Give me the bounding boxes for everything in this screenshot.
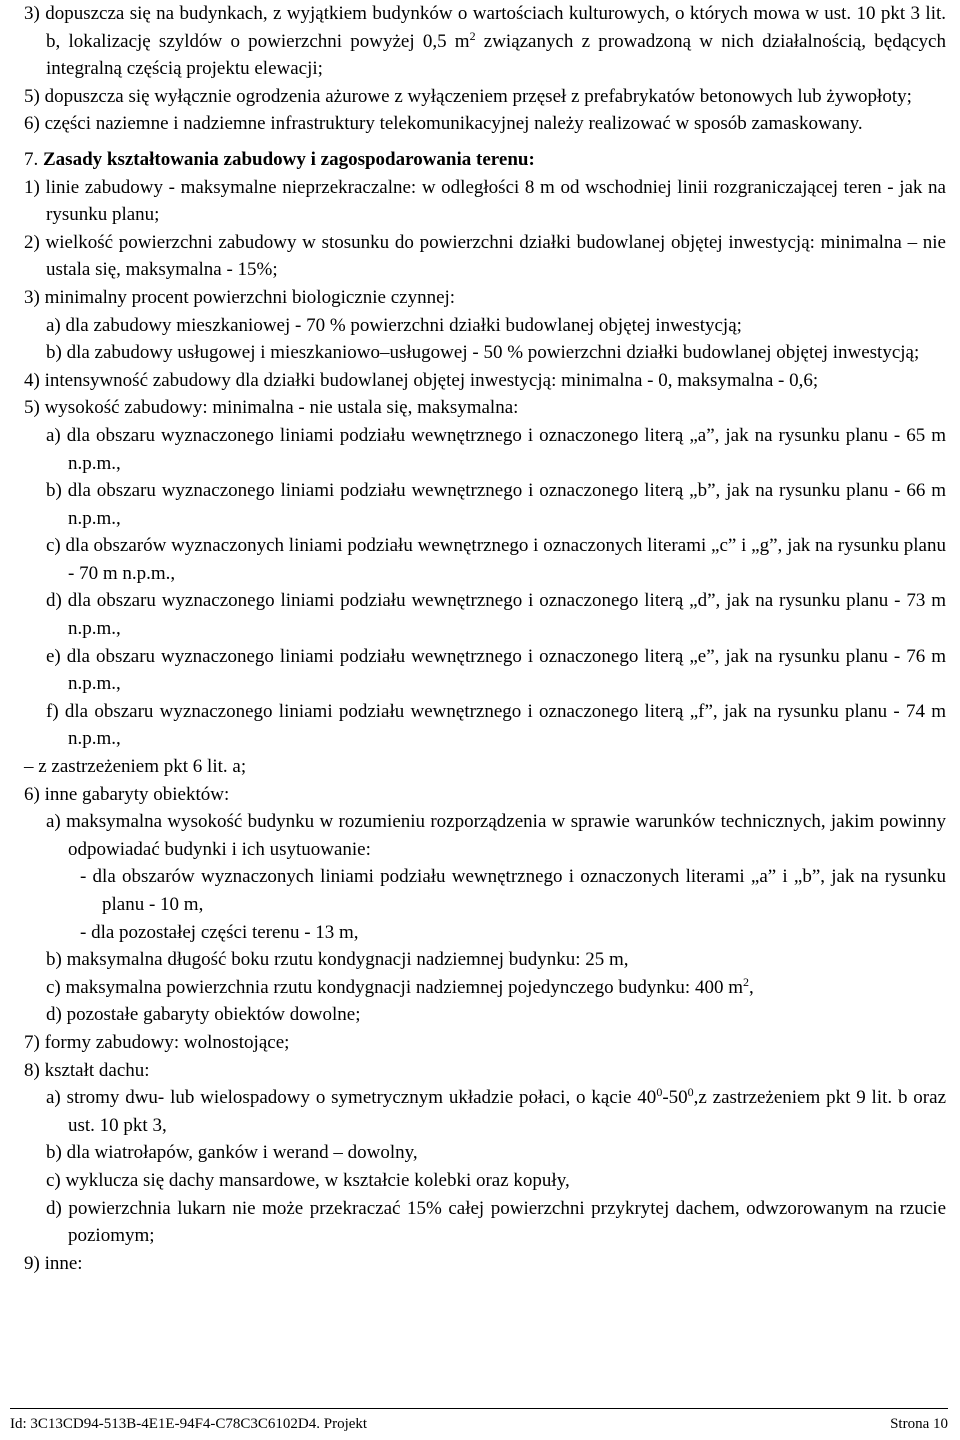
item-2: 2) wielkość powierzchni zabudowy w stosunku do powierzchni działki budowlanej objętej inwestycją: minimalna – nie ustala się, maksymalna - 15%;	[24, 231, 946, 281]
item-8d: d) powierzchnia lukarn nie może przekraczać 15% całej powierzchni przykrytej dachem, odwzorowanym na rzucie poziomym;	[46, 1197, 946, 1247]
document-body	[24, 0, 946, 1277]
degree-superscript: 0	[687, 1085, 694, 1100]
superscript: 2	[742, 974, 749, 989]
item-5-note: – z zastrzeżeniem pkt 6 lit. a;	[24, 756, 247, 778]
section-7-heading	[24, 146, 946, 174]
page-number: Strona 10	[890, 1416, 948, 1432]
item-4: 4) intensywność zabudowy dla działki budowlanej objętej inwestycją: minimalna - 0, maksymalna - 0,6;	[24, 369, 819, 391]
item-3a: a) dla zabudowy mieszkaniowej - 70 % powierzchni działki budowlanej objętej inwestycją;	[46, 314, 742, 336]
item-7: 7) formy zabudowy: wolnostojące;	[24, 1031, 290, 1053]
section-title: Zasady kształtowania zabudowy i zagospodarowania terenu:	[43, 148, 535, 170]
item-5c: c) dla obszarów wyznaczonych liniami podziału wewnętrznego i oznaczonych literami „c” i „g”, jak na rysunku planu - 70 m n.p.m.,	[46, 535, 946, 584]
item-5b: b) dla obszaru wyznaczonego liniami podziału wewnętrznego i oznaczonego literą „b”, jak na rysunku planu - 66 m n.p.m.,	[46, 480, 946, 529]
item-9: 9) inne:	[24, 1252, 83, 1274]
paragraph-3	[24, 0, 946, 83]
section-number: 7.	[24, 148, 43, 170]
item-8a-mid: -50	[662, 1087, 688, 1109]
paragraph-3-text-end: związanych z prowadzoną w nich działalnością, będących integralną częścią projektu elewacji;	[46, 30, 946, 80]
item-8a	[46, 1084, 946, 1139]
item-1: 1) linie zabudowy - maksymalne nieprzekraczalne: w odległości 8 m od wschodniej linii rozgraniczającej teren - jak na rysunku planu;	[24, 176, 946, 226]
item-5f: f) dla obszaru wyznaczonego liniami podziału wewnętrznego i oznaczonego literą „f”, jak na rysunku planu - 74 m n.p.m.,	[46, 700, 946, 750]
item-5e: e) dla obszaru wyznaczonego liniami podziału wewnętrznego i oznaczonego literą „e”, jak na rysunku planu - 76 m n.p.m.,	[46, 645, 946, 695]
degree-superscript: 0	[656, 1085, 663, 1100]
item-5: 5) wysokość zabudowy: minimalna - nie ustala się, maksymalna:	[24, 397, 519, 419]
item-8a-end: ,z zastrzeżeniem pkt 9 lit. b oraz ust. 10 pkt 3,	[68, 1087, 946, 1136]
item-6c-end: ,	[748, 976, 754, 998]
item-6b: b) maksymalna długość boku rzutu kondygnacji nadziemnej budynku: 25 m,	[46, 949, 629, 971]
item-8a-text: a) stromy dwu- lub wielospadowy o symetrycznym układzie połaci, o kącie 40	[46, 1087, 657, 1109]
item-6c	[46, 974, 946, 1002]
paragraph-6: 6) części naziemne i nadziemne infrastruktury telekomunikacyjnej należy realizować w sposób zamaskowany.	[24, 113, 863, 135]
item-3: 3) minimalny procent powierzchni biologicznie czynnej:	[24, 286, 456, 308]
page-footer	[10, 1408, 948, 1435]
item-6c-text: c) maksymalna powierzchnia rzutu kondygnacji nadziemnej pojedynczego budynku: 400 m	[46, 976, 743, 998]
item-6a-dash-2: - dla pozostałej części terenu - 13 m,	[80, 921, 359, 943]
item-6a-dash-1: - dla obszarów wyznaczonych liniami podziału wewnętrznego i oznaczonych literami „a” i „b”, jak na rysunku planu - 10 m,	[80, 866, 946, 915]
paragraph-5: 5) dopuszcza się wyłącznie ogrodzenia ażurowe z wyłączeniem przęseł z prefabrykatów betonowych lub żywopłoty;	[24, 85, 912, 107]
paragraph-3-text: 3) dopuszcza się na budynkach, z wyjątkiem budynków o wartościach kulturowych, o których mowa w ust. 10 pkt 3 lit. b, lokalizację szyldów o powierzchni powyżej 0,5 m	[24, 3, 946, 52]
item-3b: b) dla zabudowy usługowej i mieszkaniowo–usługowej - 50 % powierzchni działki budowlanej objętej inwestycją;	[46, 342, 920, 364]
item-8: 8) kształt dachu:	[24, 1059, 150, 1081]
item-8c: c) wyklucza się dachy mansardowe, w kształcie kolebki oraz kopuły,	[46, 1169, 570, 1191]
document-id: Id: 3C13CD94-513B-4E1E-94F4-C78C3C6102D4. Projekt	[10, 1416, 368, 1432]
item-6a: a) maksymalna wysokość budynku w rozumieniu rozporządzenia w sprawie warunków technicznych, jakim powinny odpowiadać budynki i ich usytuowanie:	[46, 811, 946, 860]
item-5a: a) dla obszaru wyznaczonego liniami podziału wewnętrznego i oznaczonego literą „a”, jak na rysunku planu - 65 m n.p.m.,	[46, 424, 946, 474]
item-6d: d) pozostałe gabaryty obiektów dowolne;	[46, 1004, 361, 1026]
item-6: 6) inne gabaryty obiektów:	[24, 783, 230, 805]
item-8b: b) dla wiatrołapów, ganków i werand – dowolny,	[46, 1142, 418, 1164]
item-5d: d) dla obszaru wyznaczonego liniami podziału wewnętrznego i oznaczonego literą „d”, jak na rysunku planu - 73 m n.p.m.,	[46, 590, 946, 640]
superscript: 2	[469, 28, 476, 43]
